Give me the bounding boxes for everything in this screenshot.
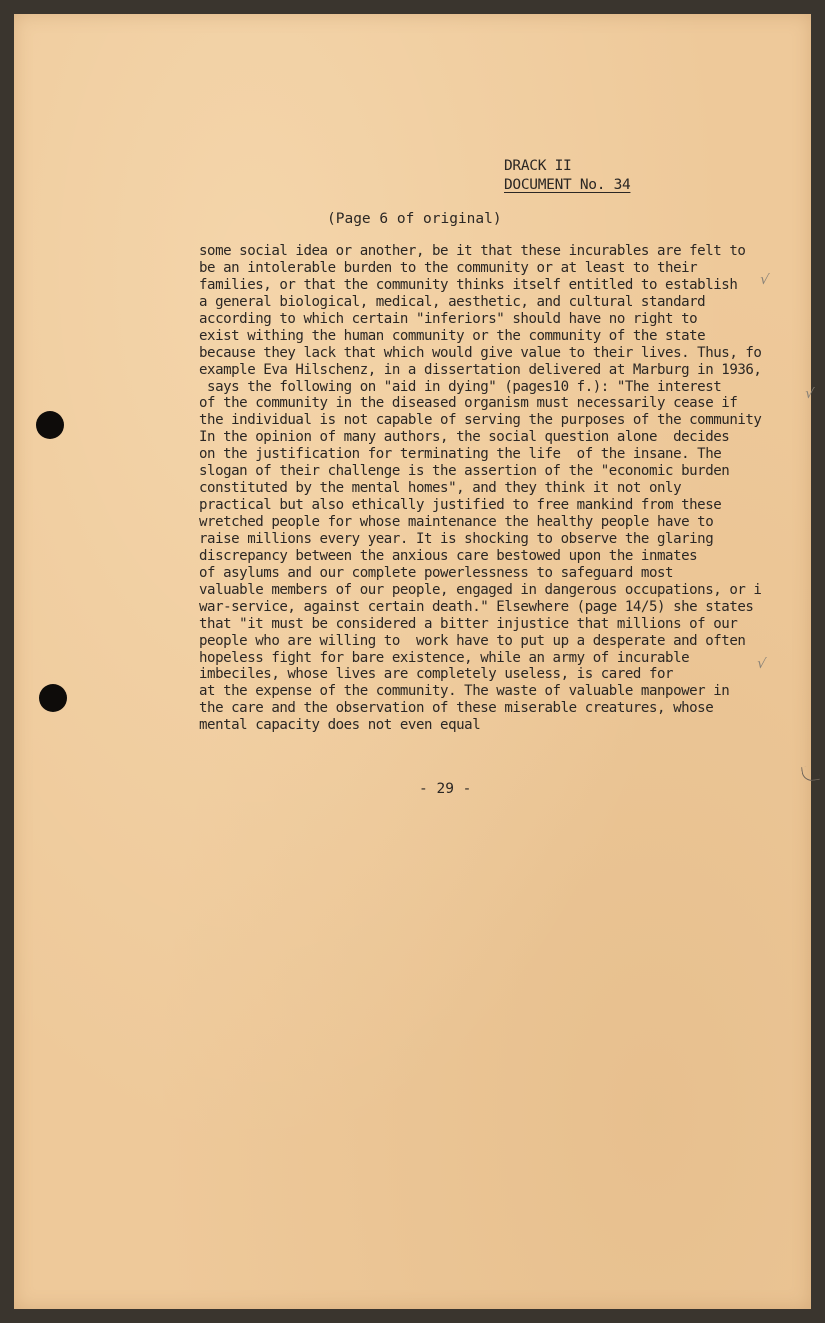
punch-hole-lower [39,684,67,712]
body-line: of the community in the diseased organism must necessarily cease if [199,395,738,412]
punch-hole-upper [36,411,64,439]
body-line: raise millions every year. It is shocking to observe the glaring [199,530,714,547]
case-label: DRACK II [504,158,572,174]
body-line: In the opinion of many authors, the social question alone decides [199,429,730,446]
body-line: at the expense of the community. The waste of valuable manpower in [199,683,730,700]
body-line: that "it must be considered a bitter injustice that millions of our [199,615,738,632]
body-line: valuable members of our people, engaged in dangerous occupations, or i [199,581,762,598]
pencil-stroke-icon [801,765,820,782]
body-line: example Eva Hilschenz, in a dissertation delivered at Marburg in 1936, [199,361,762,378]
body-line: slogan of their challenge is the assertion of the "economic burden [199,463,730,480]
pencil-check-mark-icon: √ [755,655,767,673]
body-line: because they lack that which would give value to their lives. Thus, fo [199,344,762,361]
body-line: the care and the observation of these miserable creatures, whose [199,700,714,717]
body-line: some social idea or another, be it that these incurables are felt to [199,243,746,259]
body-line: mental capacity does not even equal [199,717,481,734]
body-line: constituted by the mental homes", and they think it not only [199,480,682,497]
body-line: exist withing the human community or the community of the state [199,327,706,344]
body-line: the individual is not capable of serving the purposes of the community [199,412,762,429]
body-text [199,243,799,734]
body-line: on the justification for terminating the life of the insane. The [199,446,722,463]
body-line: wretched people for whose maintenance the healthy people have to [199,514,714,530]
page-of-original-note: (Page 6 of original) [327,211,502,227]
body-line: people who are willing to work have to put up a desperate and often [199,632,746,649]
body-line: according to which certain "inferiors" should have no right to [199,310,698,327]
body-line: imbeciles, whose lives are completely useless, is cared for [199,666,674,683]
body-line: practical but also ethically justified to free mankind from these [199,497,722,514]
page-number: - 29 - [419,781,472,797]
pencil-check-mark-icon: √ [758,271,770,289]
document-page [14,14,815,1309]
body-line: says the following on "aid in dying" (pages10 f.): "The interest [199,378,722,395]
body-line: discrepancy between the anxious care bestowed upon the inmates [199,547,698,564]
body-line: war-service, against certain death." Elsewhere (page 14/5) she states [199,598,754,615]
document-number: DOCUMENT No. 34 [504,177,631,193]
body-line: of asylums and our complete powerlessness to safeguard most [199,564,674,581]
body-line: be an intolerable burden to the community or at least to their [199,259,698,276]
body-line: families, or that the community thinks itself entitled to establish [199,276,738,293]
body-line: hopeless fight for bare existence, while an army of incurable [199,649,690,666]
body-line: a general biological, medical, aesthetic, and cultural standard [199,293,706,310]
pencil-check-mark-icon: √ [803,385,815,403]
